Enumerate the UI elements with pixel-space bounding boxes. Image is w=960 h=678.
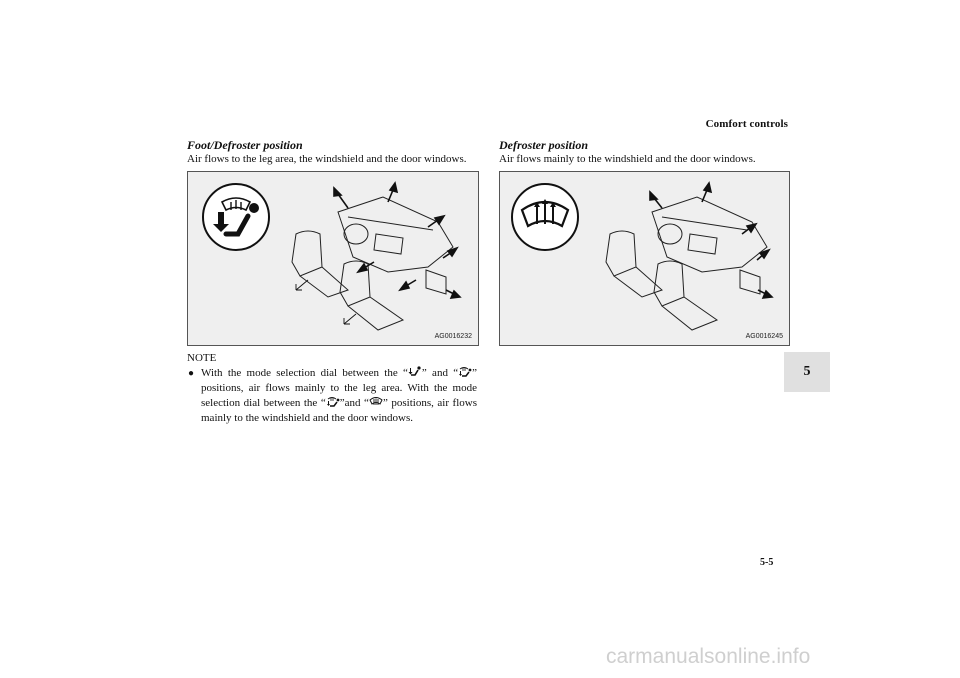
airflow-arrows [334, 183, 460, 298]
note-item [187, 366, 477, 426]
foot-defroster-mode-icon [326, 396, 340, 408]
foot-defroster-mode-icon [203, 184, 269, 250]
airflow-arrows [650, 183, 772, 298]
figure-code: AG0016245 [745, 333, 783, 340]
foot-defroster-figure [187, 171, 479, 346]
defroster-figure [499, 171, 790, 346]
defroster-illustration [500, 172, 789, 345]
note-text-5: ” positions, air flows mainly to the windshield and the door windows. [201, 397, 477, 424]
note-text-4: ”and “ [339, 397, 369, 409]
note-text-1: With the mode selection dial between the “ [201, 367, 408, 379]
header-title: Comfort controls [705, 118, 788, 130]
defroster-heading: Defroster position [499, 138, 589, 152]
watermark: carmanualsonline.info [606, 645, 811, 668]
foot-mode-icon [408, 366, 422, 378]
note-label: NOTE [187, 352, 217, 364]
bullet-icon: ● [188, 368, 195, 379]
defroster-description: Air flows mainly to the windshield and the door windows. [499, 153, 756, 165]
car-interior-sketch [606, 197, 767, 330]
note-text-3: ” positions, air flows mainly to the leg area. With the mode selection dial between the “ [201, 367, 477, 409]
note-text-2: ” and “ [421, 367, 459, 379]
defroster-mode-icon [512, 184, 578, 250]
chapter-tab: 5 [784, 352, 830, 392]
leg-airflow-arrows [296, 280, 356, 324]
figure-code: AG0016232 [434, 333, 472, 340]
foot-defroster-illustration [188, 172, 478, 345]
foot-defroster-heading: Foot/Defroster position [187, 138, 303, 152]
foot-defroster-description: Air flows to the leg area, the windshield and the door windows. [187, 153, 467, 165]
note-block [187, 351, 477, 426]
page-number: 5-5 [760, 557, 774, 568]
defroster-mode-icon [369, 396, 383, 408]
foot-defroster-mode-icon [458, 366, 472, 378]
